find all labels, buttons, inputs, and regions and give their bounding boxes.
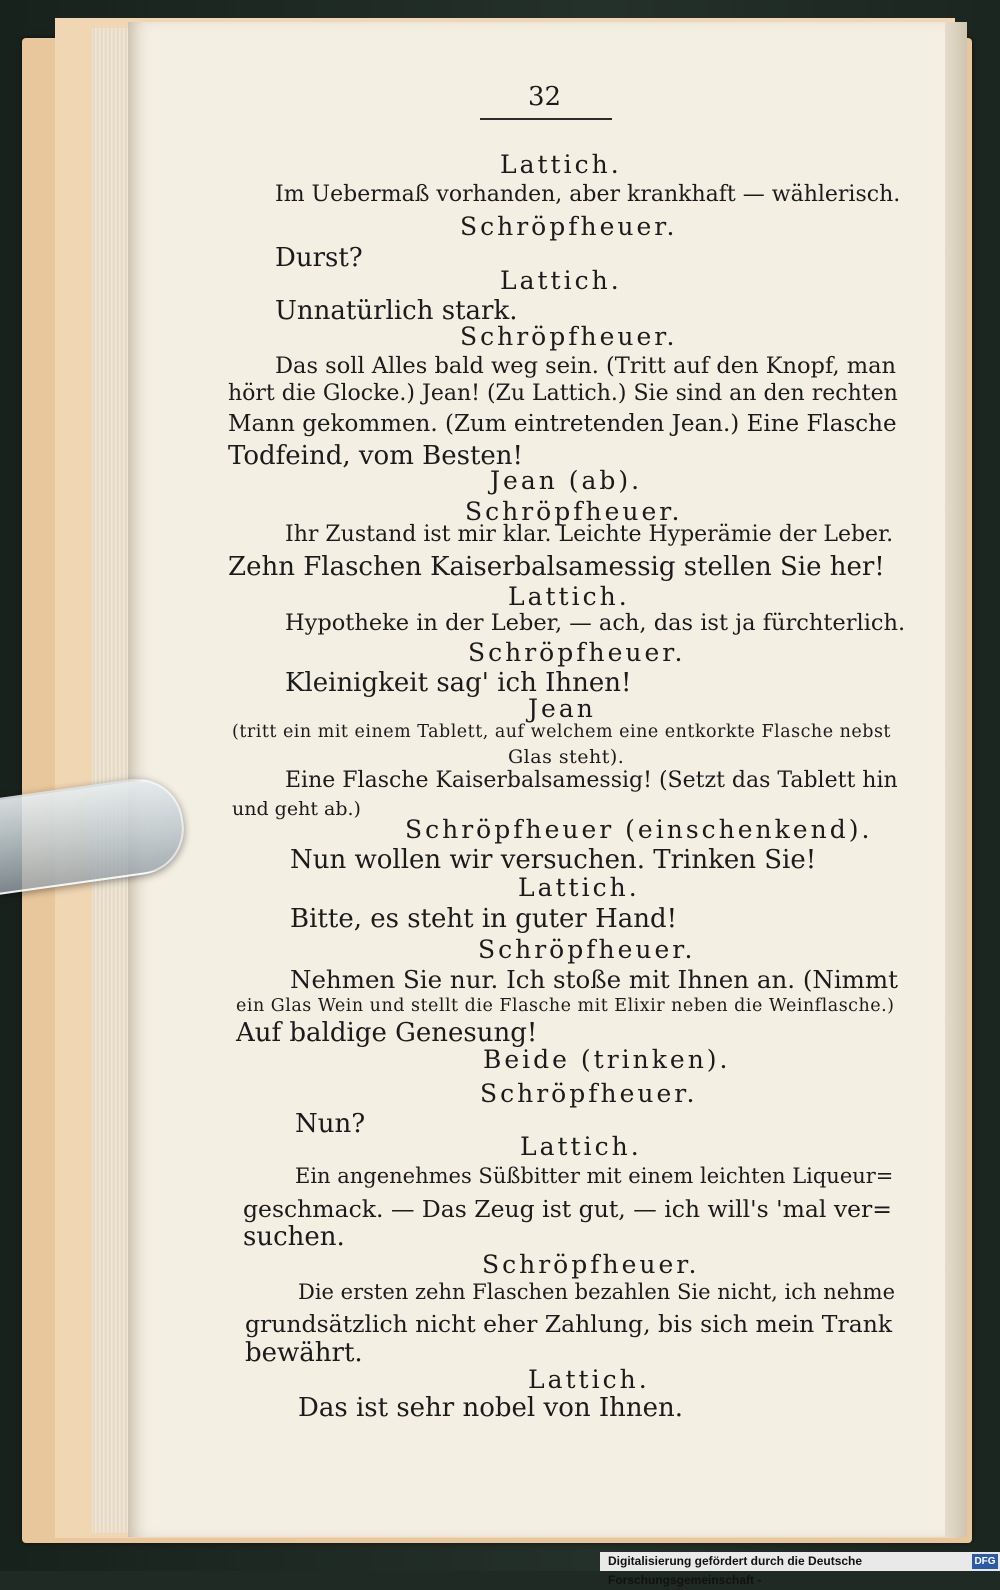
- dialog-line: ein Glas Wein und stellt die Flasche mit Elixir neben die Weinflasche.): [236, 996, 895, 1016]
- dialog-line: Mann gekommen. (Zum eintretenden Jean.) Eine Flasche: [228, 411, 897, 437]
- speaker-line: Lattich.: [500, 266, 622, 295]
- dialog-line: Die ersten zehn Flaschen bezahlen Sie nicht, ich nehme: [298, 1280, 896, 1304]
- stage-direction-line: (tritt ein mit einem Tablett, auf welchem eine entkorkte Flasche nebst: [232, 722, 891, 742]
- speaker-line: Schröpfheuer.: [480, 1079, 698, 1108]
- dialog-line: Nun?: [295, 1109, 366, 1139]
- speaker-line: Lattich.: [518, 873, 640, 902]
- speaker-line: Jean: [528, 694, 596, 723]
- dialog-line: Eine Flasche Kaiserbalsamessig! (Setzt das Tablett hin: [285, 768, 898, 793]
- page-edge: [945, 22, 967, 1537]
- dialog-line: Das ist sehr nobel von Ihnen.: [298, 1393, 684, 1423]
- dialog-line: und geht ab.): [232, 798, 361, 820]
- speaker-line: Lattich.: [500, 150, 622, 179]
- page-number: 32: [528, 82, 562, 112]
- speaker-line: Schröpfheuer (einschenkend).: [405, 815, 873, 844]
- speaker-line: Schröpfheuer.: [468, 638, 686, 667]
- dialog-line: Ihr Zustand ist mir klar. Leichte Hyperämie der Leber.: [285, 522, 894, 547]
- speaker-line: Schröpfheuer.: [482, 1250, 700, 1279]
- speaker-line: Schröpfheuer.: [478, 935, 696, 964]
- dfg-logo: DFG: [972, 1554, 998, 1569]
- stage-direction-line: Glas steht).: [508, 746, 625, 768]
- dialog-line: geschmack. — Das Zeug ist gut, — ich will's 'mal ver=: [243, 1195, 892, 1223]
- dialog-line: Todfeind, vom Besten!: [228, 441, 523, 471]
- speaker-line: Lattich.: [508, 582, 630, 611]
- speaker-line: Schröpfheuer.: [460, 322, 678, 351]
- dialog-line: Nun wollen wir versuchen. Trinken Sie!: [290, 845, 817, 875]
- dialog-line: Nehmen Sie nur. Ich stoße mit Ihnen an. (Nimmt: [290, 965, 898, 994]
- dialog-line: Das soll Alles bald weg sein. (Tritt auf den Knopf, man: [275, 353, 897, 379]
- speaker-line: Schröpfheuer.: [465, 497, 683, 526]
- dialog-line: Bitte, es steht in guter Hand!: [290, 904, 678, 934]
- dialog-line: Kleinigkeit sag' ich Ihnen!: [285, 668, 632, 698]
- speaker-line: Jean (ab).: [490, 466, 643, 495]
- dialog-line: Unnatürlich stark.: [275, 296, 518, 326]
- dialog-line: suchen.: [243, 1222, 345, 1252]
- dialog-line: grundsätzlich nicht eher Zahlung, bis sich mein Trank: [245, 1310, 893, 1338]
- dialog-line: Zehn Flaschen Kaiserbalsamessig stellen Sie her!: [228, 552, 885, 582]
- dialog-line: hört die Glocke.) Jean! (Zu Lattich.) Sie sind an den rechten: [228, 381, 898, 406]
- dialog-line: Ein angenehmes Süßbitter mit einem leichten Liqueur=: [295, 1164, 894, 1188]
- dialog-line: Im Uebermaß vorhanden, aber krankhaft — wählerisch.: [275, 182, 901, 207]
- page-number-rule: [480, 118, 612, 120]
- speaker-line: Lattich.: [520, 1132, 642, 1161]
- footer-credit: Digitalisierung gefördert durch die Deutsche Forschungsgemeinschaft -: [600, 1552, 1000, 1571]
- dialog-line: bewährt.: [245, 1338, 363, 1368]
- dialog-line: Auf baldige Genesung!: [236, 1018, 538, 1048]
- speaker-line: Lattich.: [528, 1365, 650, 1394]
- dialog-line: Durst?: [275, 243, 363, 273]
- speaker-line: Beide (trinken).: [483, 1045, 731, 1074]
- speaker-line: Schröpfheuer.: [460, 212, 678, 241]
- dialog-line: Hypotheke in der Leber, — ach, das ist ja fürchterlich.: [285, 610, 906, 636]
